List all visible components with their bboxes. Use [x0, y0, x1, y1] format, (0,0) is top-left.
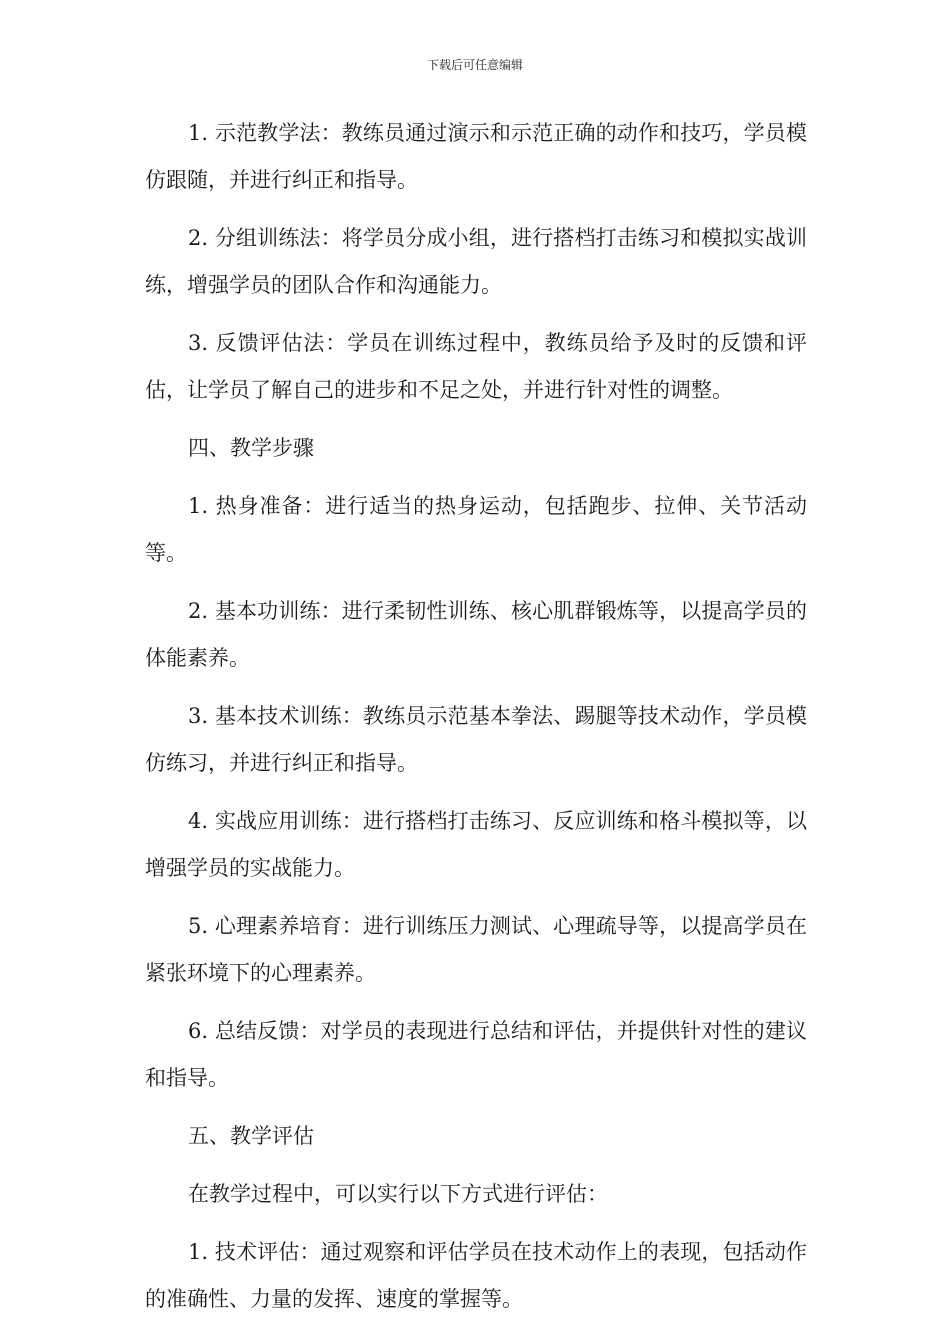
- paragraph-step-combat: 4. 实战应用训练：进行搭档打击练习、反应训练和格斗模拟等，以增强学员的实战能力。: [145, 809, 807, 880]
- section-heading-steps: 四、教学步骤: [188, 436, 314, 460]
- paragraph-step-basic-training: 2. 基本功训练：进行柔韧性训练、核心肌群锻炼等，以提高学员的体能素养。: [145, 599, 807, 670]
- paragraph-method-demo: 1. 示范教学法：教练员通过演示和示范正确的动作和技巧，学员模仿跟随，并进行纠正和指导。: [145, 121, 807, 192]
- page-header: 下载后可任意编辑: [426, 58, 523, 72]
- paragraph-method-feedback: 3. 反馈评估法：学员在训练过程中，教练员给予及时的反馈和评估，让学员了解自己的进步和不足之处，并进行针对性的调整。: [145, 331, 807, 402]
- paragraph-method-group: 2. 分组训练法：将学员分成小组，进行搭档打击练习和模拟实战训练，增强学员的团队合作和沟通能力。: [145, 226, 807, 297]
- section-heading-evaluation: 五、教学评估: [188, 1124, 314, 1148]
- paragraph-evaluation-intro: 在教学过程中，可以实行以下方式进行评估：: [188, 1182, 608, 1206]
- paragraph-step-psychology: 5. 心理素养培育：进行训练压力测试、心理疏导等，以提高学员在紧张环境下的心理素养。: [145, 914, 807, 985]
- paragraph-evaluation-technique: 1. 技术评估：通过观察和评估学员在技术动作上的表现，包括动作的准确性、力量的发挥、速度的掌握等。: [145, 1240, 807, 1311]
- document-body: [145, 110, 807, 1334]
- paragraph-step-technique: 3. 基本技术训练：教练员示范基本拳法、踢腿等技术动作，学员模仿练习，并进行纠正和指导。: [145, 704, 807, 775]
- paragraph-step-summary: 6. 总结反馈：对学员的表现进行总结和评估，并提供针对性的建议和指导。: [145, 1019, 807, 1090]
- paragraph-step-warmup: 1. 热身准备：进行适当的热身运动，包括跑步、拉伸、关节活动等。: [145, 494, 807, 565]
